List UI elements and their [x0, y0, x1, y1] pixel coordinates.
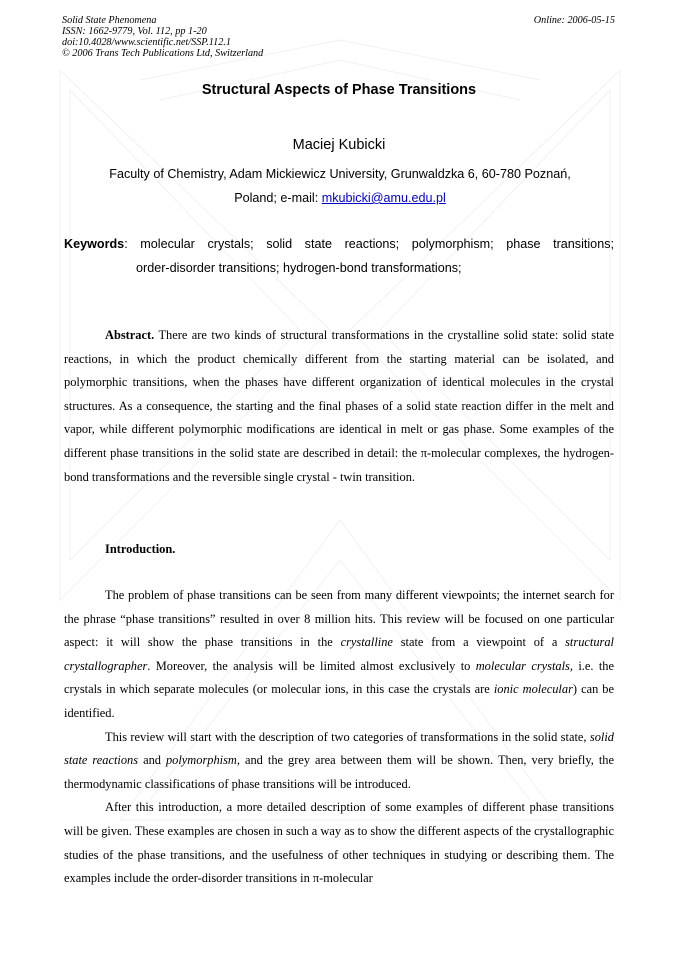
paper-title: Structural Aspects of Phase Transitions — [201, 82, 477, 98]
email-link[interactable]: mkubicki@amu.edu.pl — [321, 191, 446, 205]
journal-copyright: © 2006 Trans Tech Publications Ltd, Switzerland — [62, 48, 264, 59]
intro-paragraph-3: After this introduction, a more detailed description of some examples of different phase transitions will be given. These examples are chosen in such a way as to show the different aspects of the crystallographic studies of the phase transitions, and the usefulness of other techniques in studying or describing them. The examples include the order-disorder transitions in π-molecular — [64, 800, 614, 886]
journal-header — [62, 15, 263, 59]
abstract-text: There are two kinds of structural transformations in the crystalline solid state: solid state reactions, in which the product chemically different from the starting material can be isolated, and polymorphic transitions, when the phases have different organization of identical molecules in the crystal structures. As a consequence, the starting and the final phases of a solid state reaction differ in the melt and vapor, while different polymorphic modifications are identical in melt or gas phase. Some examples of the different phase transitions in the solid state are described in detail: the π-molecular complexes, the hydrogen-bond transformations and the reversible single crystal - twin transition. — [64, 328, 614, 484]
affiliation-country: Poland; e-mail: — [234, 191, 322, 205]
journal-name: Solid State Phenomena — [62, 15, 157, 26]
affiliation-line-1: Faculty of Chemistry, Adam Mickiewicz University, Grunwaldzka 6, 60-780 Poznań, — [109, 167, 571, 181]
keywords-list-2: order-disorder transitions; hydrogen-bond transformations; — [136, 261, 462, 275]
affiliation-line-2 — [80, 186, 600, 210]
abstract-label: Abstract. — [105, 328, 155, 342]
affiliation — [80, 162, 600, 210]
intro-paragraph-2: This review will start with the description of two categories of transformations in the solid state, solid state reactions and polymorphism, and the grey area between them will be shown. Then, very briefly, the thermodynamic classifications of phase transitions will be introduced. — [64, 729, 614, 791]
abstract — [64, 324, 614, 489]
introduction-heading: Introduction. — [105, 542, 176, 556]
keywords-line-1 — [64, 232, 614, 256]
intro-paragraph-1: The problem of phase transitions can be seen from many different viewpoints; the internet search for the phrase “phase transitions” resulted in over 8 million hits. This review will be focused on one particular aspect: it will show the phase transitions in the crystalline state from a viewpoint of a structural crystallographer. Moreover, the analysis will be limited almost exclusively to molecular crystals, i.e. the crystals in which separate molecules (or molecular ions, in this case the crystals are ionic molecular) can be identified. — [64, 588, 614, 720]
introduction-body — [64, 584, 614, 894]
online-date: Online: 2006-05-15 — [533, 15, 615, 26]
author-name: Maciej Kubicki — [292, 137, 386, 153]
keywords-list-1: : molecular crystals; solid state reactions; polymorphism; phase transitions; — [124, 237, 614, 251]
journal-issn: ISSN: 1662-9779, Vol. 112, pp 1-20 — [62, 26, 207, 37]
journal-doi: doi:10.4028/www.scientific.net/SSP.112.1 — [62, 37, 231, 48]
keywords-label: Keywords — [64, 237, 125, 251]
